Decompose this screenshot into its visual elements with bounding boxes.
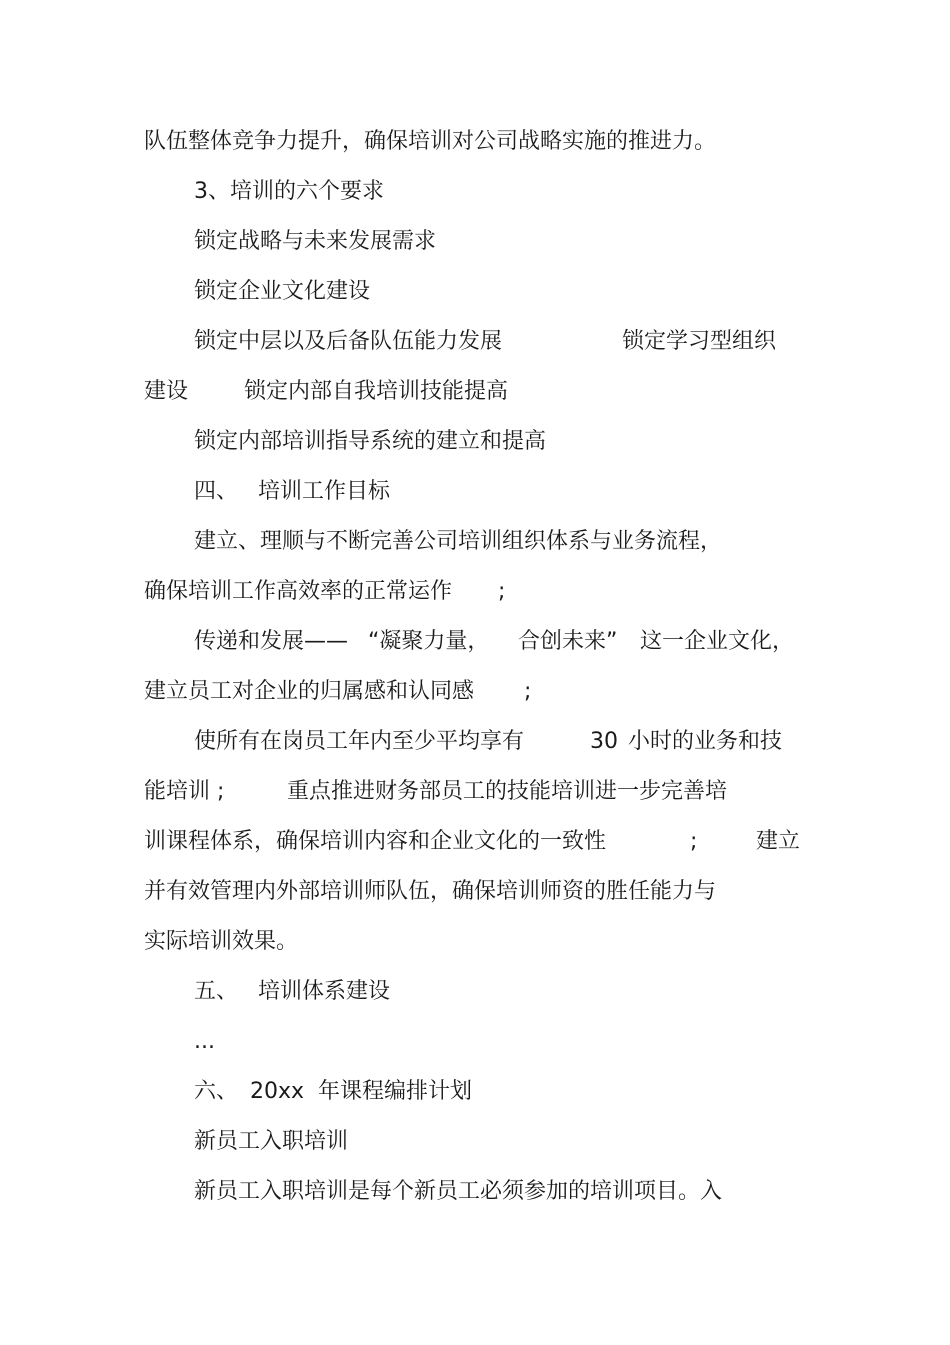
text-line: 这一企业文化， [640,629,795,654]
section-heading: 年课程编排计划 [318,1079,473,1104]
text-line: 锁定学习型组织 [622,329,777,354]
subheading: 新员工入职培训 [194,1129,349,1154]
text-line: 锁定内部培训指导系统的建立和提高 [194,429,547,454]
text-line: 新员工入职培训是每个新员工必须参加的培训项目。入 [194,1179,723,1204]
text-line: 并有效管理内外部培训师队伍，确保培训师资的胜任能力与 [144,879,717,904]
section-number: 五、 [194,979,239,1004]
text-line: 能培训 ; [144,779,225,804]
text-line: 锁定中层以及后备队伍能力发展 [194,329,503,354]
text-line: 重点推进财务部员工的技能培训进一步完善培 [287,779,728,804]
text-line: 合创未来” [518,629,618,654]
text-line: 锁定企业文化建设 [194,279,371,304]
text-line: “凝聚力量， [368,629,490,654]
section-heading: 培训体系建设 [258,979,391,1004]
text-line: 确保培训工作高效率的正常运作 [144,579,453,604]
section-number: 六、 [194,1079,239,1104]
text-line: 建设 [144,379,189,404]
text-line: 建立员工对企业的归属感和认同感 [144,679,475,704]
text-line: 队伍整体竞争力提升，确保培训对公司战略实施的推进力。 [144,129,717,154]
section-heading: 3、培训的六个要求 [194,179,384,204]
text-line: 建立、理顺与不断完善公司培训组织体系与业务流程， [194,529,723,554]
text-line: 小时的业务和技 [628,729,783,754]
text-line: ; [524,679,532,704]
text-line: 使所有在岗员工年内至少平均享有 [194,729,525,754]
text-line: 锁定内部自我培训技能提高 [244,379,509,404]
text-line: 实际培训效果。 [144,929,299,954]
text-line: ; [690,829,698,854]
ellipsis: ... [194,1029,215,1054]
text-line: 建立 [756,829,801,854]
section-number: 四、 [194,479,239,504]
section-year: 20xx [250,1079,305,1104]
text-line: 训课程体系，确保培训内容和企业文化的一致性 [144,829,607,854]
section-heading: 培训工作目标 [258,479,391,504]
text-line: 30 [590,729,618,754]
text-line: 锁定战略与未来发展需求 [194,229,437,254]
text-line: 传递和发展—— [194,629,349,654]
text-line: ; [498,579,506,604]
